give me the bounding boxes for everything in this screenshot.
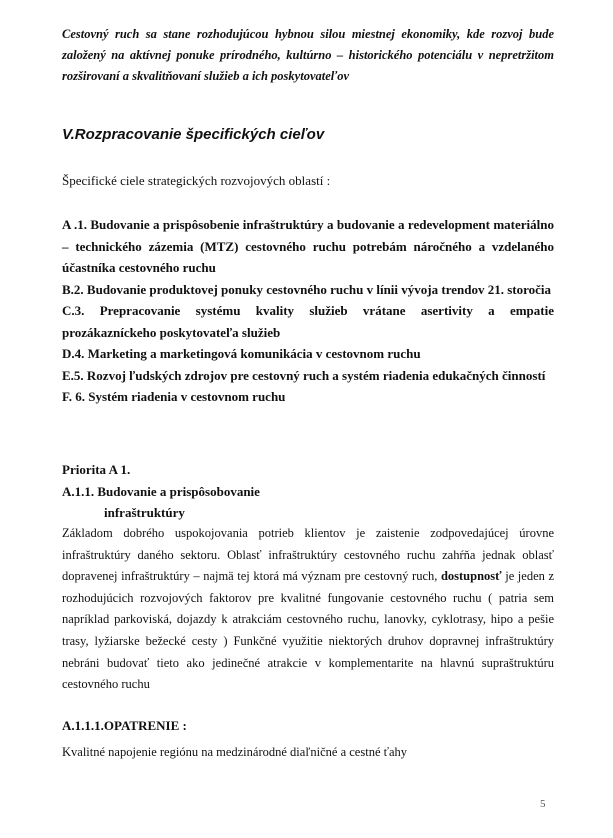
page-number: 5: [540, 798, 546, 810]
goal-item: E.5. Rozvoj ľudských zdrojov pre cestovný ruch a systém riadenia edukačných činností: [62, 367, 546, 383]
goal-item: B.2. Budovanie produktovej ponuky cestovného ruchu v línii vývoja trendov 21. storočia: [62, 281, 552, 297]
priority-title: Priorita A 1.: [62, 462, 131, 477]
goal-item: C.3. Prepracovanie systému kvality služieb vrátane asertivity a empatie prozákazníckeho poskytovateľa služieb: [62, 303, 554, 340]
body-text-part-2: je jeden z rozhodujúcich rozvojových faktorov pre kvalitné fungovanie cestovného ruchu ( patria sem napríklad parkoviská, dojazdy k atrakciám cestovného ruchu, lanovky, cyklotrasy, hipo a pešie trasy, lyžiarske bežecké cesty ) Funkčné využitie niektorých druhov dopravnej infraštruktúry nebráni budovať tieto ako jedinečné atrakcie v komplementarite na hlavnú supraštruktúru cestovného ruchu: [62, 569, 554, 692]
goal-item: D.4. Marketing a marketingová komunikácia v cestovnom ruchu: [62, 346, 421, 361]
measure-title: A.1.1.1.OPATRENIE :: [62, 718, 187, 733]
goals-list: [62, 214, 554, 408]
priority-block: [62, 459, 554, 524]
body-paragraph: [62, 523, 554, 696]
body-text-part-1: Základom dobrého uspokojovania potrieb klientov je zaistenie zodpovedajúcej úrovne infraštruktúry daného sektoru. Oblasť infraštruktúry cestovného ruchu zahŕňa jednak oblasť dopravenej infraštruktúry – najmä tej ktorá má význam pre cestovný ruch,: [62, 526, 554, 584]
goal-item: A .1. Budovanie a prispôsobenie infraštruktúry a budovanie a redevelopment materiálno – technického zázemia (MTZ) cestovného ruchu potrebám náročného a vzdelaného účastníka cestovného ruchu: [62, 217, 554, 275]
intro-paragraph: Cestovný ruch sa stane rozhodujúcou hybnou silou miestnej ekonomiky, kde rozvoj bude založený na aktívnej ponuke prírodného, kultúrno – historického potenciálu v nepretržitom rozširovaní a skvalitňovaní služieb a ich poskytovateľov: [62, 27, 554, 83]
priority-subtitle-continued: infraštruktúry: [104, 505, 185, 520]
section-heading: V.Rozpracovanie špecifických cieľov: [62, 126, 325, 143]
lead-sentence: Špecifické ciele strategických rozvojových oblastí :: [62, 173, 331, 188]
priority-subtitle: A.1.1. Budovanie a prispôsobovanie: [62, 483, 260, 499]
body-text-bold: dostupnosť: [440, 569, 502, 584]
goal-item: F. 6. Systém riadenia v cestovnom ruchu: [62, 389, 286, 404]
measure-text: Kvalitné napojenie regiónu na medzinárodné diaľničné a cestné ťahy: [62, 745, 408, 759]
